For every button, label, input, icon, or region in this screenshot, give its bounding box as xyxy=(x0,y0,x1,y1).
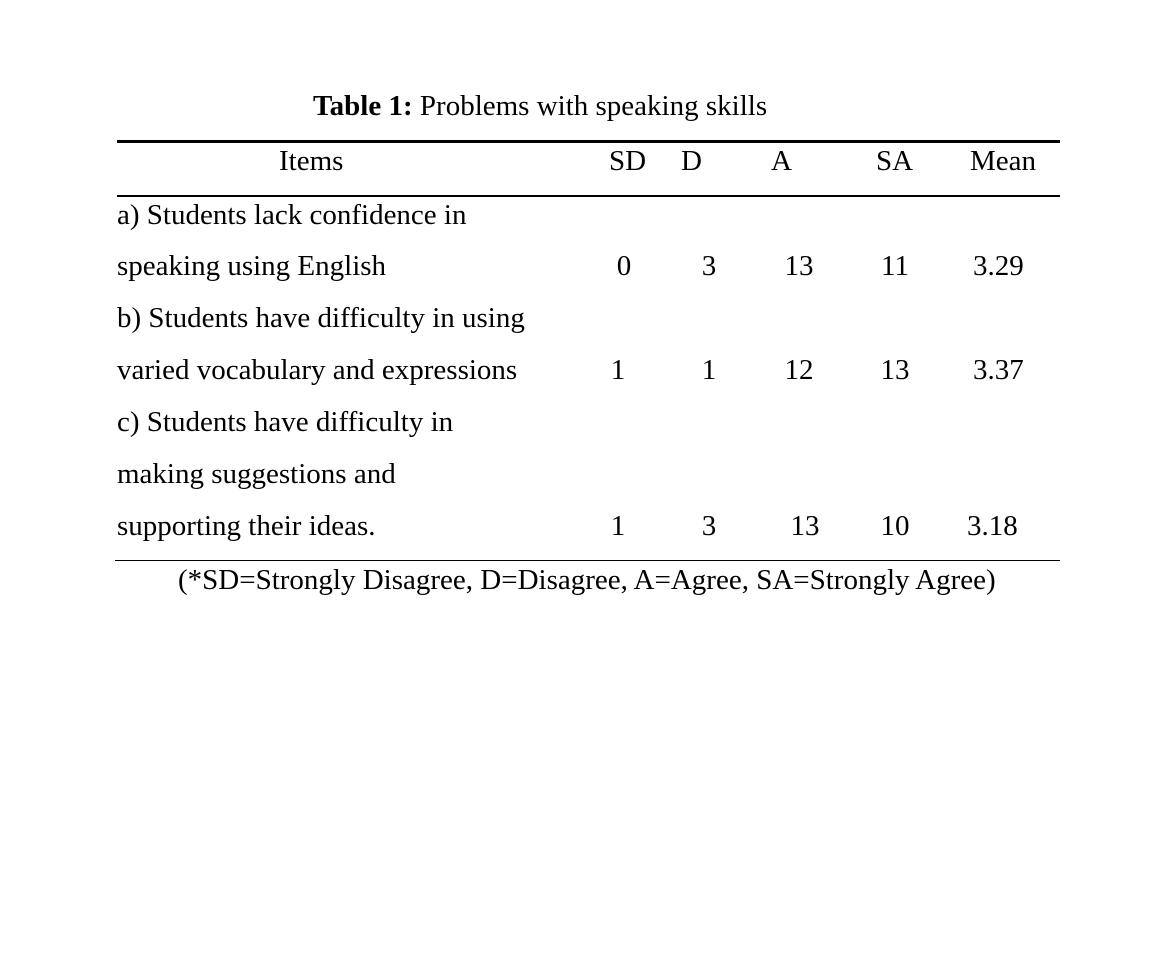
bottom-rule xyxy=(115,560,1060,561)
header-items: Items xyxy=(279,145,344,177)
table-footnote: (*SD=Strongly Disagree, D=Disagree, A=Agree, SA=Strongly Agree) xyxy=(178,564,996,596)
top-rule xyxy=(117,140,1060,143)
row-b-d: 1 xyxy=(701,354,717,386)
row-c-line-2: making suggestions and xyxy=(117,458,396,490)
row-c-line-1: c) Students have difficulty in xyxy=(117,406,454,438)
header-sa: SA xyxy=(876,145,914,177)
caption-text: Problems with speaking skills xyxy=(412,90,768,122)
row-c-d: 3 xyxy=(701,510,717,542)
row-b-line-1: b) Students have difficulty in using xyxy=(117,302,525,334)
row-c-line-3: supporting their ideas. xyxy=(117,510,376,542)
row-a-line-1: a) Students lack confidence in xyxy=(117,199,467,231)
row-a-line-2: speaking using English xyxy=(117,250,387,282)
row-a-sa: 11 xyxy=(881,250,909,282)
row-b-sd: 1 xyxy=(610,354,626,386)
row-a-mean: 3.29 xyxy=(973,250,1024,282)
row-c-a: 13 xyxy=(790,510,820,542)
row-c-sa: 10 xyxy=(880,510,910,542)
header-sd: SD xyxy=(609,145,647,177)
row-b-a: 12 xyxy=(784,354,814,386)
caption-label: Table 1: xyxy=(313,90,413,122)
row-c-sd: 1 xyxy=(610,510,626,542)
header-mean: Mean xyxy=(970,145,1037,177)
row-a-d: 3 xyxy=(701,250,717,282)
header-a: A xyxy=(771,145,792,177)
row-b-mean: 3.37 xyxy=(973,354,1024,386)
row-b-sa: 13 xyxy=(880,354,910,386)
row-a-sd: 0 xyxy=(616,250,632,282)
row-c-mean: 3.18 xyxy=(967,510,1018,542)
row-a-a: 13 xyxy=(784,250,814,282)
header-d: D xyxy=(681,145,702,177)
row-b-line-2: varied vocabulary and expressions xyxy=(117,354,518,386)
table-caption xyxy=(313,88,767,124)
